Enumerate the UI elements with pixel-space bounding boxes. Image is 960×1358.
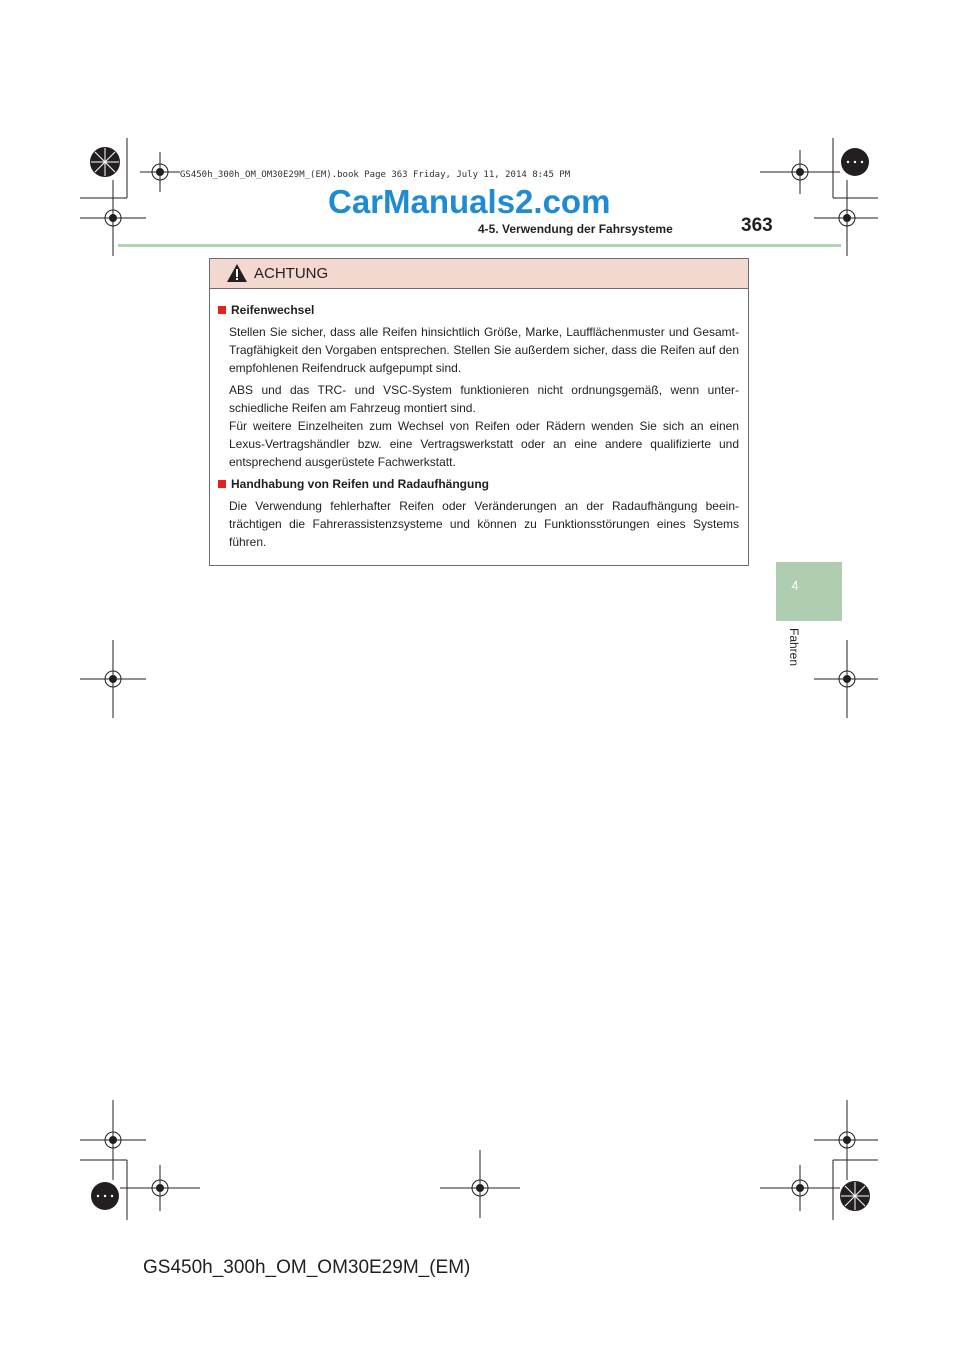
header-rule: [118, 244, 841, 247]
warning-title: ACHTUNG: [254, 265, 329, 282]
section-title: 4-5. Verwendung der Fahrsysteme: [478, 222, 673, 236]
chapter-label: Fahren: [787, 628, 801, 667]
square-bullet-icon: [218, 480, 226, 488]
chapter-number: 4: [791, 578, 799, 593]
paragraph: Stellen Sie sicher, dass alle Reifen hinsichtlich Größe, Marke, Laufflächenmuster und Gesamt-Tragfähigkeit den Vorgaben entsprechen. Stellen Sie außerdem sicher, dass die Reifen auf den empfohlenen Reifendruck aufgepumpt sind.: [229, 325, 739, 375]
page-number: 363: [741, 215, 773, 236]
item-heading: Reifenwechsel: [218, 303, 314, 317]
item-heading: Handhabung von Reifen und Radaufhängung: [218, 477, 489, 491]
document-code: GS450h_300h_OM_OM30E29M_(EM): [143, 1257, 471, 1278]
book-file-info: GS450h_300h_OM_OM30E29M_(EM).book Page 363 Friday, July 11, 2014 8:45 PM: [180, 170, 571, 180]
paragraph: Für weitere Einzelheiten zum Wechsel von Reifen oder Rädern wenden Sie sich an einen Lexus-Vertragshändler bzw. eine Vertragswerkstatt oder an eine andere qualifizierte und entsprechend ausgerüstete Fachwerkstatt.: [229, 419, 739, 469]
watermark-text: CarManuals2.com: [328, 183, 611, 220]
paragraph: ABS und das TRC- und VSC-System funktionieren nicht ordnungsgemäß, wenn unter-schiedliche Reifen am Fahrzeug montiert sind.: [229, 383, 739, 415]
paragraph: Die Verwendung fehlerhafter Reifen oder Veränderungen an der Radaufhängung beein-trächtigen die Fahrerassistenzsysteme und können zu Funktionsstörungen eines Systems führen.: [229, 499, 739, 549]
square-bullet-icon: [218, 306, 226, 314]
warning-box: [209, 258, 749, 566]
warning-header: [210, 259, 748, 289]
warning-triangle-icon: [226, 263, 248, 283]
